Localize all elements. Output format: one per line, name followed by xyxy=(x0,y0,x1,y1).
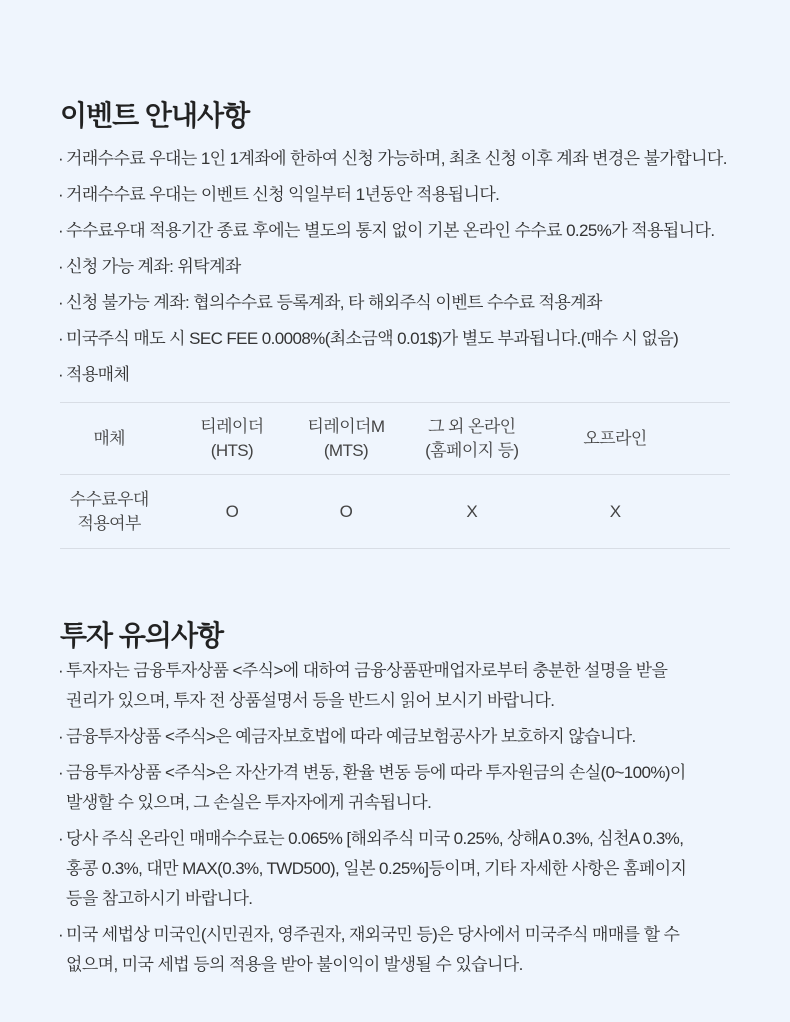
media-header-line: (홈페이지 등) xyxy=(425,440,519,460)
caution-text-line: 권리가 있으며, 투자 전 상품설명서 등을 반드시 읽어 보시기 바랍니다. xyxy=(66,691,555,710)
bullet-dot: · xyxy=(58,221,64,240)
row-label-line: 수수료우대 xyxy=(69,489,149,509)
caution-text-line: 당사 주식 온라인 매매수수료는 0.065% [해외주식 미국 0.25%, 상해A 0.3%, 심천A 0.3%, xyxy=(66,829,684,848)
caution-first-line xyxy=(58,722,686,752)
caution-text-line: 금융투자상품 <주식>은 자산가격 변동, 환율 변동 등에 따라 투자원금의 손실(0~100%)이 xyxy=(66,763,686,782)
caution-first-line xyxy=(58,824,686,854)
caution-text-line: 발생할 수 있으며, 그 손실은 투자자에게 귀속됩니다. xyxy=(66,793,432,812)
bullet-dot: · xyxy=(58,763,64,782)
row-label-cell xyxy=(60,475,158,549)
bullet-dot: · xyxy=(58,365,64,384)
caution-item xyxy=(58,656,686,716)
event-notice-title: 이벤트 안내사항 xyxy=(60,100,250,131)
bullet-dot: · xyxy=(58,293,64,312)
event-notice-item xyxy=(58,290,727,326)
event-notice-text: 신청 가능 계좌: 위탁계좌 xyxy=(66,257,241,276)
caution-first-line xyxy=(58,758,686,788)
bullet-dot: · xyxy=(58,257,64,276)
media-table xyxy=(60,402,730,549)
bullet-dot: · xyxy=(58,149,64,168)
row-label-line: 적용여부 xyxy=(77,513,141,533)
caution-text-line: 등을 참고하시기 바랍니다. xyxy=(66,889,253,908)
media-header-line: 매체 xyxy=(93,428,125,448)
bullet-dot: · xyxy=(58,925,64,944)
event-notice-list xyxy=(58,146,727,398)
media-value-cell: X xyxy=(609,501,621,521)
caution-text-line: 투자자는 금융투자상품 <주식>에 대하여 금융상품판매업자로부터 충분한 설명을 받을 xyxy=(66,661,668,680)
caution-text-line: 금융투자상품 <주식>은 예금자보호법에 따라 예금보험공사가 보호하지 않습니다. xyxy=(66,727,636,746)
media-value-cell: X xyxy=(466,501,478,521)
media-header-line: (MTS) xyxy=(323,440,369,460)
media-table-header xyxy=(60,403,730,475)
caution-list xyxy=(58,656,686,986)
caution-item xyxy=(58,758,686,818)
caution-item xyxy=(58,824,686,914)
caution-text-line: 홍콩 0.3%, 대만 MAX(0.3%, TWD500), 일본 0.25%]등이며, 기타 자세한 사항은 홈페이지 xyxy=(66,859,687,878)
media-value-cell: O xyxy=(225,501,239,521)
event-notice-text: 거래수수료 우대는 이벤트 신청 익일부터 1년동안 적용됩니다. xyxy=(66,185,500,204)
caution-item xyxy=(58,722,686,752)
event-notice-item xyxy=(58,254,727,290)
bullet-dot: · xyxy=(58,727,64,746)
event-notice-item xyxy=(58,182,727,218)
event-notice-item xyxy=(58,362,727,398)
event-notice-text: 신청 불가능 계좌: 협의수수료 등록계좌, 타 해외주식 이벤트 수수료 적용계좌 xyxy=(66,293,602,312)
media-header-cell xyxy=(158,403,305,475)
bullet-dot: · xyxy=(58,329,64,348)
caution-text-line: 미국 세법상 미국인(시민권자, 영주권자, 재외국민 등)은 당사에서 미국주식 매매를 할 수 xyxy=(66,925,680,944)
media-header-line: 티레이더 xyxy=(200,416,264,436)
event-notice-item xyxy=(58,218,727,254)
caution-first-line xyxy=(58,656,686,686)
event-notice-text: 적용매체 xyxy=(66,365,130,384)
event-notice-item xyxy=(58,146,727,182)
media-header-line: 오프라인 xyxy=(583,428,647,448)
caution-first-line xyxy=(58,920,686,950)
caution-item xyxy=(58,920,686,980)
media-header-cell xyxy=(60,403,158,475)
event-notice-text: 수수료우대 적용기간 종료 후에는 별도의 통지 없이 기본 온라인 수수료 0.25%가 적용됩니다. xyxy=(66,221,715,240)
bullet-dot: · xyxy=(58,185,64,204)
bullet-dot: · xyxy=(58,661,64,680)
media-header-line: (HTS) xyxy=(210,440,254,460)
caution-text-line: 없으며, 미국 세법 등의 적용을 받아 불이익이 발생될 수 있습니다. xyxy=(66,955,523,974)
event-notice-item xyxy=(58,326,727,362)
event-notice-text: 미국주식 매도 시 SEC FEE 0.0008%(최소금액 0.01$)가 별도 부과됩니다.(매수 시 없음) xyxy=(66,329,679,348)
media-header-cell xyxy=(557,403,730,475)
event-notice-text: 거래수수료 우대는 1인 1계좌에 한하여 신청 가능하며, 최초 신청 이후 계좌 변경은 불가합니다. xyxy=(66,149,727,168)
media-table-row xyxy=(60,475,730,549)
bullet-dot: · xyxy=(58,829,64,848)
media-header-line: 그 외 온라인 xyxy=(428,416,516,436)
media-header-line: 티레이더M xyxy=(307,416,385,436)
caution-title: 투자 유의사항 xyxy=(60,620,224,651)
media-header-cell xyxy=(386,403,557,475)
media-header-cell xyxy=(306,403,387,475)
media-value-cell: O xyxy=(339,501,353,521)
